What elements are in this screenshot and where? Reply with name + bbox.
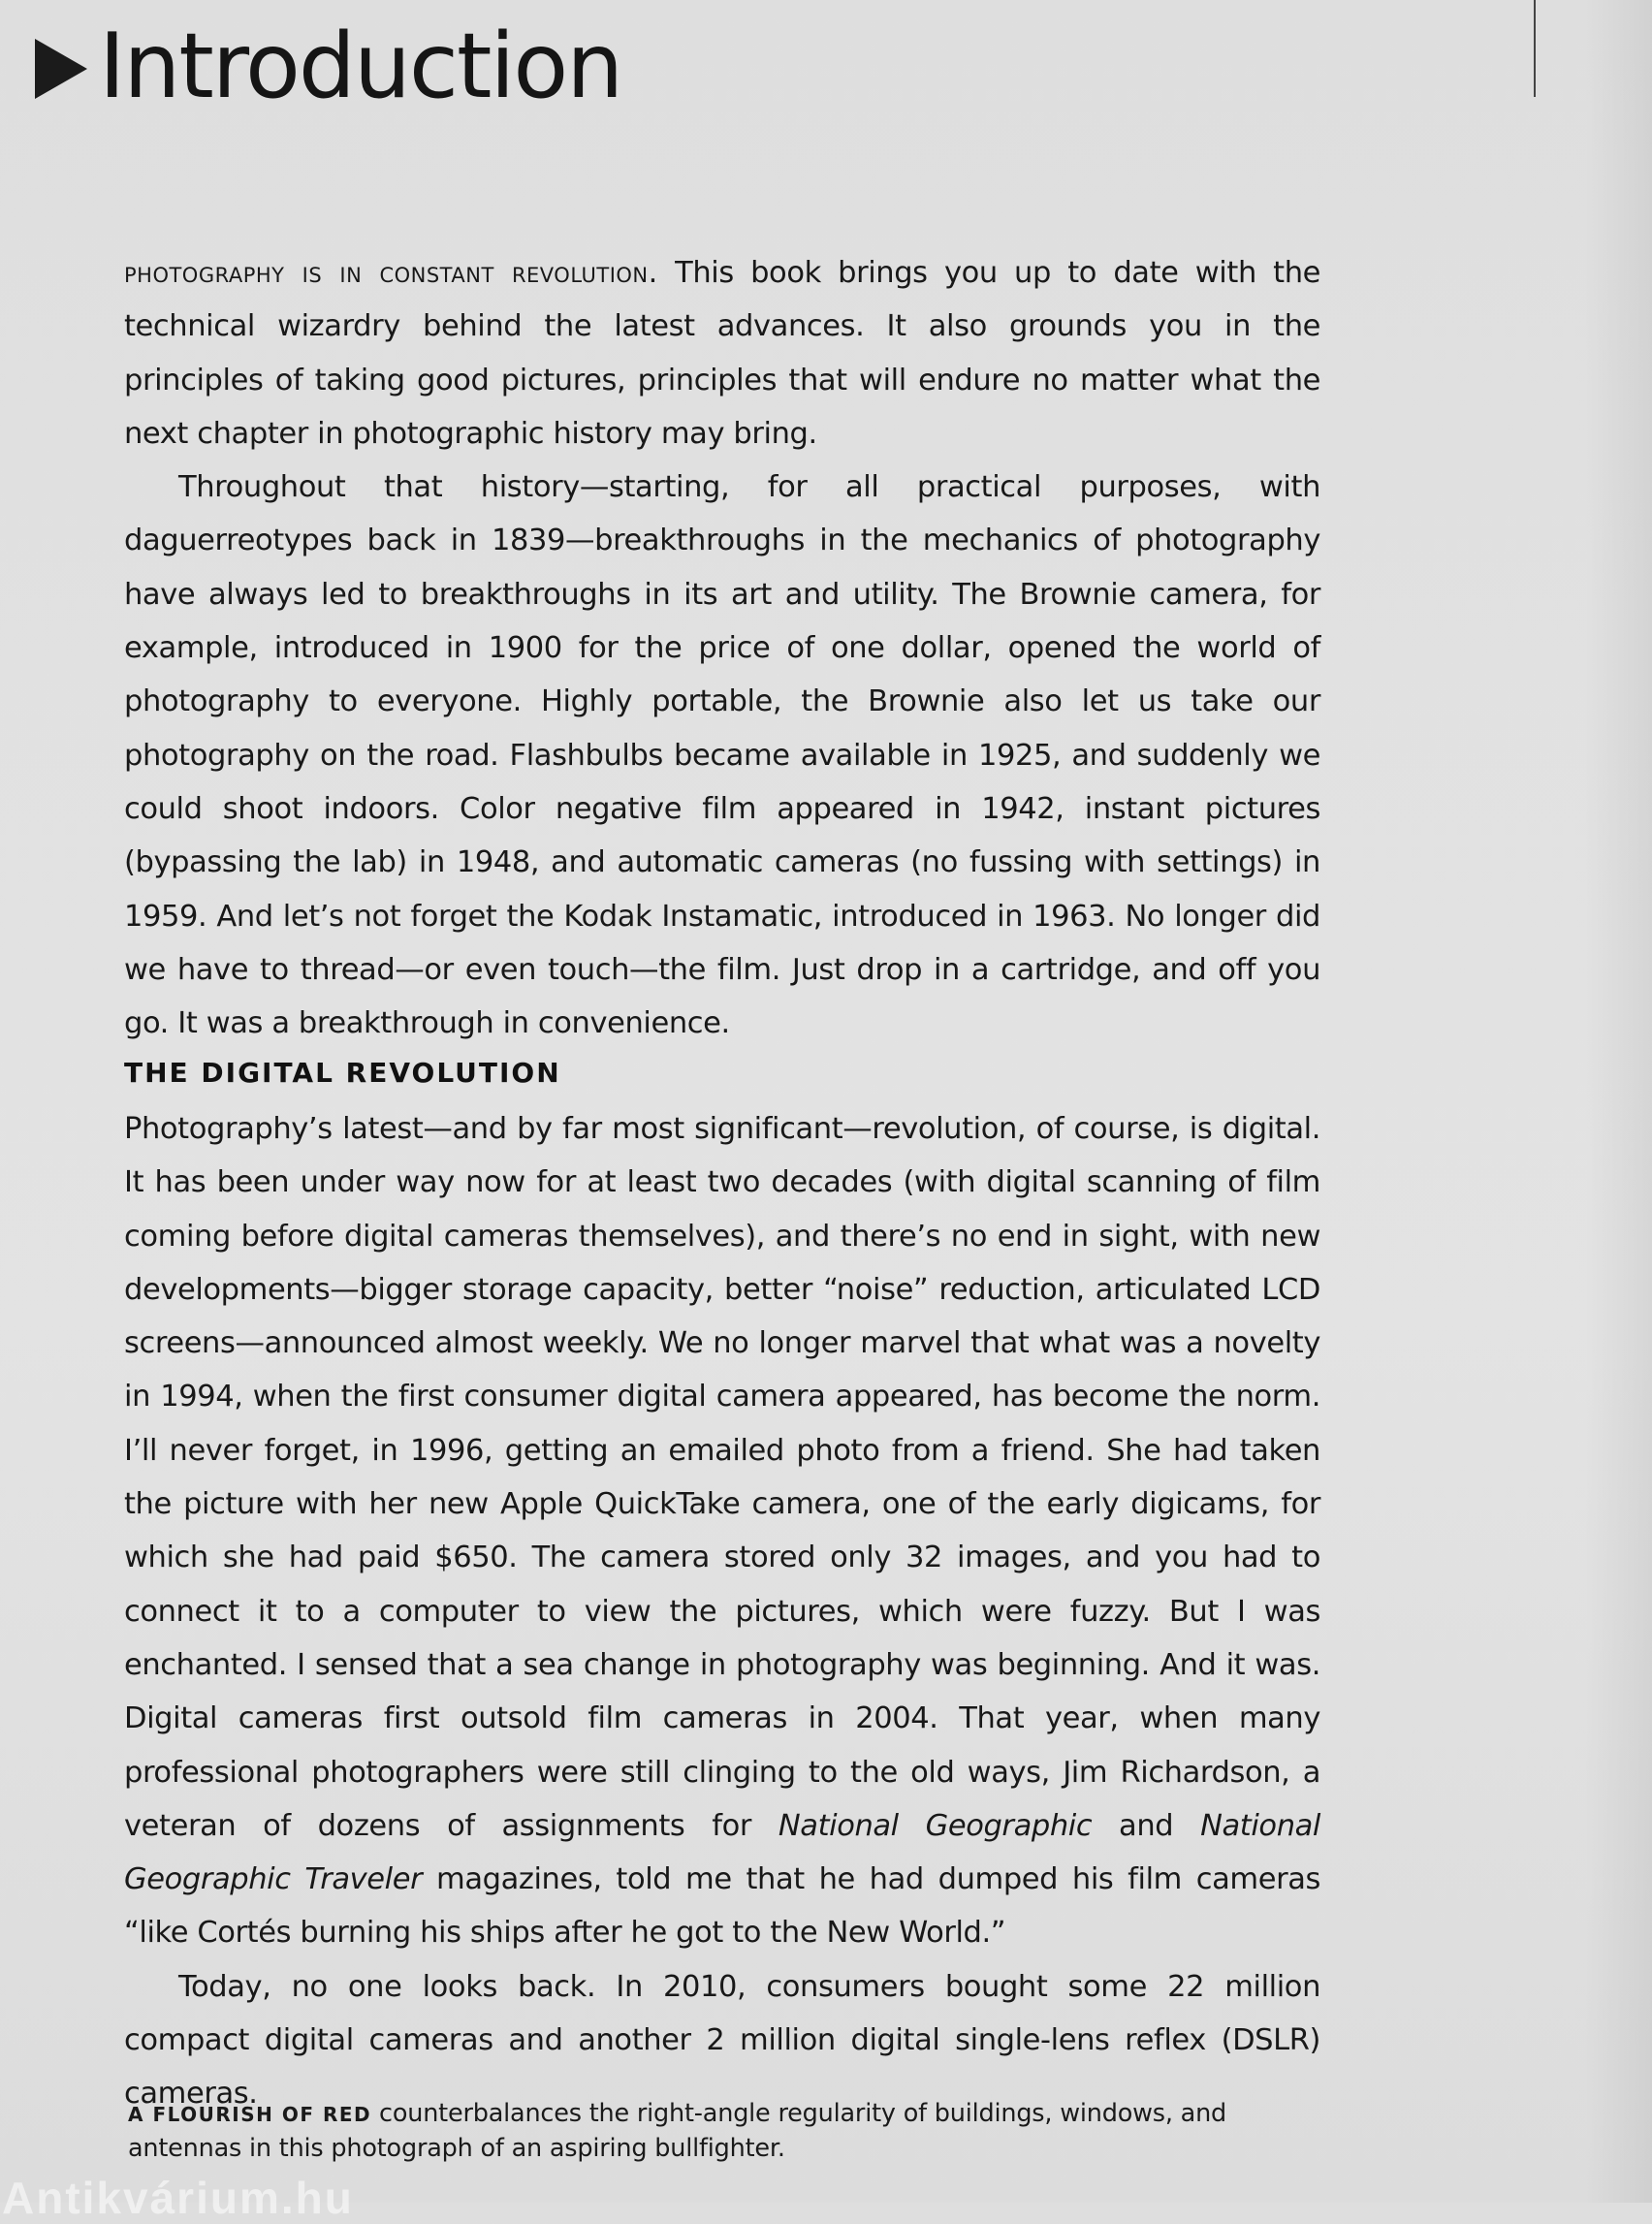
intro-lead-smallcaps: photography is in constant revolution.	[124, 256, 658, 290]
page-header	[35, 10, 621, 121]
intro-paragraph-1	[124, 246, 1320, 461]
photo-caption	[128, 2097, 1330, 2166]
caption-text: counterbalances the right-angle regularity of buildings, windows, and antennas in this photograph of an aspiring bullfighter.	[128, 2099, 1227, 2163]
section-p1-text-a: Photography’s latest—and by far most significant—revolution, of course, is digital. It has been under way now for at least two decades (with digital scanning of film coming before digital cameras themselves), and there’s no end in sight, with new developments—bigger storage capacity, better “noise” reduction, articulated LCD screens—announced almost weekly. We no longer marvel that what was a novelty in 1994, when the first consumer digital camera appeared, has become the norm. I’ll never forget, in 1996, getting an emailed photo from a friend. She had taken the picture with her new Apple QuickTake camera, one of the early digicams, for which she had paid $650. The camera stored only 32 images, and you had to connect it to a computer to view the pictures, which were fuzzy. But I was enchanted. I sensed that a sea change in photography was beginning. And it was. Digital cameras first outsold film cameras in 2004. That year, when many professional photographers were still clinging to the old ways, Jim Richardson, a veteran of dozens of assignments for	[124, 1112, 1320, 1843]
section-p1-text-c: magazines, told me that he had dumped his film cameras “like Cortés burning his ships after he got to the New World.”	[124, 1862, 1320, 1951]
section-p1-italic-b: National Geographic Traveler	[124, 1808, 1320, 1897]
intro-paragraph-2: Throughout that history—starting, for all practical purposes, with daguerreotypes back in 1839—breakthroughs in the mechanics of photography have always led to breakthroughs in its art and utility. The Brownie camera, for example, introduced in 1900 for the price of one dollar, opened the world of photography to everyone. Highly portable, the Brownie also let us take our photography on the road. Flashbulbs became available in 1925, and suddenly we could shoot indoors. Color negative film appeared in 1942, instant pictures (bypassing the lab) in 1948, and automatic cameras (no fussing with settings) in 1959. And let’s not forget the Kodak Instamatic, introduced in 1963. No longer did we have to thread—or even touch—the film. Just drop in a cartridge, and off you go. It was a breakthrough in convenience.	[124, 470, 1320, 1041]
section-p1-text-b: and	[1092, 1808, 1201, 1843]
page-edge-shadow	[1584, 0, 1652, 2203]
margin-rule	[1534, 0, 1536, 97]
page-title: Introduction	[99, 13, 622, 118]
section-paragraph-1	[124, 1102, 1320, 1960]
digital-revolution-section	[124, 1102, 1320, 2121]
play-triangle-icon	[35, 39, 87, 99]
section-paragraph-2: Today, no one looks back. In 2010, consumers bought some 22 million compact digital cameras and another 2 million digital single-lens reflex (DSLR) cameras.	[124, 1969, 1320, 2112]
section-heading: THE DIGITAL REVOLUTION	[124, 1057, 561, 1089]
intro-section	[124, 246, 1320, 1050]
section-p1-italic-a: National Geographic	[778, 1808, 1093, 1843]
intro-paragraph-1-text: This book brings you up to date with the technical wizardry behind the latest advances. It also grounds you in the principles of taking good pictures, principles that will endure no matter what the next chapter in photographic history may bring.	[124, 256, 1321, 451]
watermark: Antikvárium.hu	[2, 2173, 354, 2223]
caption-lead: A FLOURISH OF RED	[128, 2103, 372, 2126]
